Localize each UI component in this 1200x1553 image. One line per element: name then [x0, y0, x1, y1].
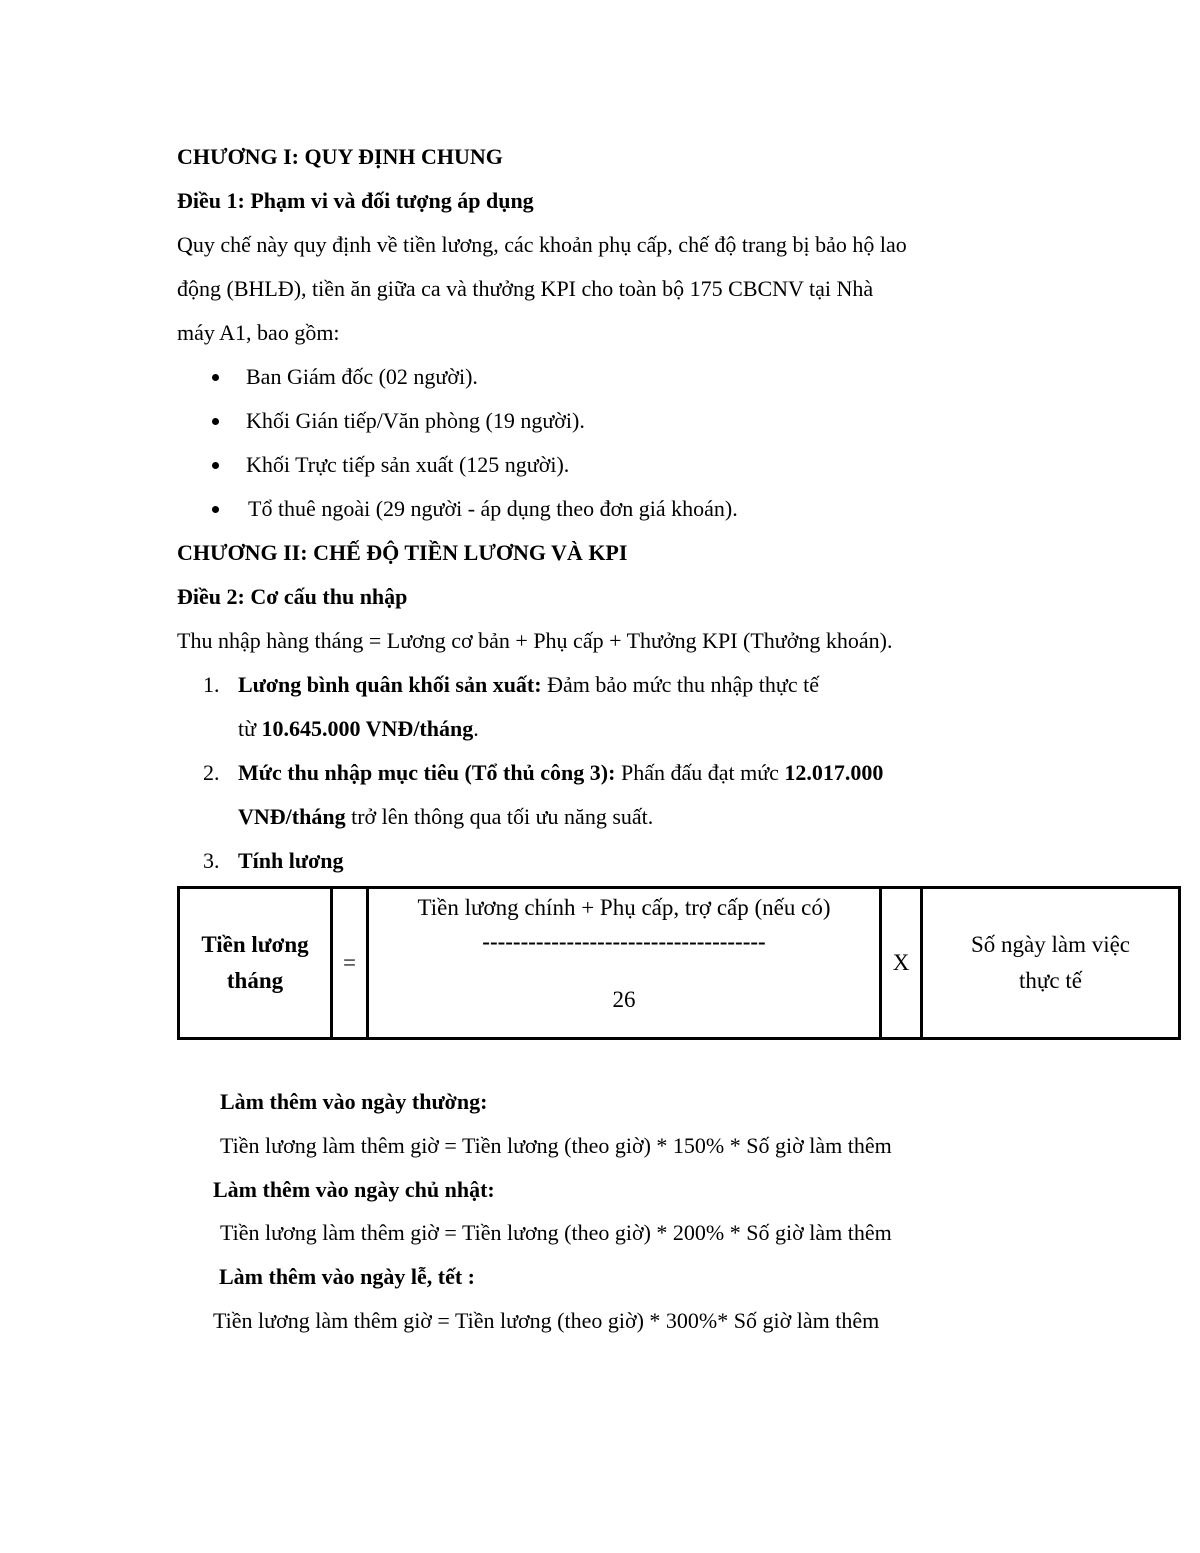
equals-sign: = — [343, 950, 356, 975]
item-2-unit: VNĐ/tháng — [238, 804, 346, 829]
chapter2-title: CHƯƠNG II: CHẾ ĐỘ TIỀN LƯƠNG VÀ KPI — [177, 540, 628, 565]
overtime-weekday-formula: Tiền lương làm thêm giờ = Tiền lương (theo giờ) * 150% * Số giờ làm thêm — [220, 1133, 892, 1158]
item-1-line-1 — [238, 670, 819, 700]
overtime-holiday-formula: Tiền lương làm thêm giờ = Tiền lương (theo giờ) * 300%* Số giờ làm thêm — [213, 1308, 880, 1333]
days-line-2: thực tế — [1019, 968, 1082, 993]
article1-title: Điều 1: Phạm vi và đối tượng áp dụng — [177, 188, 534, 213]
fraction-cell — [368, 888, 881, 1039]
item-2-amount: 12.017.000 — [784, 760, 884, 785]
item-number: 3. — [203, 848, 220, 873]
salary-formula-table — [177, 886, 1181, 1040]
item-1-line-2 — [238, 714, 479, 744]
equals-cell — [332, 888, 368, 1039]
bullet-dot — [212, 462, 219, 469]
item-number: 1. — [203, 672, 220, 697]
fraction-divider: ------------------------------------- — [482, 929, 766, 954]
item-number: 2. — [203, 760, 220, 785]
item-2-line-2 — [238, 802, 653, 832]
item-1-line2-end: . — [473, 716, 479, 741]
overtime-sunday-formula: Tiền lương làm thêm giờ = Tiền lương (theo giờ) * 200% * Số giờ làm thêm — [220, 1220, 892, 1245]
item-2-text: Phấn đấu đạt mức — [615, 760, 785, 785]
salary-label-cell — [179, 888, 332, 1039]
days-line-1: Số ngày làm việc — [970, 932, 1131, 957]
bullet-item-production: Khối Trực tiếp sản xuất (125 người). — [246, 452, 570, 477]
item-1-text: Đảm bảo mức thu nhập thực tế — [541, 672, 819, 697]
multiply-cell — [881, 888, 922, 1039]
intro-line-3: máy A1, bao gồm: — [177, 320, 340, 345]
bullet-dot — [212, 506, 219, 513]
bullet-dot — [212, 374, 219, 381]
multiply-sign: X — [892, 950, 910, 975]
bullet-item-office: Khối Gián tiếp/Văn phòng (19 người). — [246, 408, 585, 433]
item-1-line2-text: từ — [238, 716, 262, 741]
item-1-amount: 10.645.000 VNĐ/tháng — [261, 716, 474, 741]
days-cell — [922, 888, 1180, 1039]
bullet-item-board: Ban Giám đốc (02 người). — [246, 364, 478, 389]
item-2-line-1 — [238, 758, 883, 788]
intro-line-2: động (BHLĐ), tiền ăn giữa ca và thưởng KPI cho toàn bộ 175 CBCNV tại Nhà — [177, 276, 874, 301]
intro-line-1: Quy chế này quy định về tiền lương, các khoản phụ cấp, chế độ trang bị bảo hộ lao — [177, 232, 907, 257]
item-2-bold: Mức thu nhập mục tiêu (Tổ thủ công 3): — [238, 760, 616, 785]
income-formula: Thu nhập hàng tháng = Lương cơ bản + Phụ cấp + Thưởng KPI (Thưởng khoán). — [177, 628, 893, 653]
fraction-numerator: Tiền lương chính + Phụ cấp, trợ cấp (nếu có) — [417, 895, 831, 920]
item-2-line2-text: trở lên thông qua tối ưu năng suất. — [345, 804, 654, 829]
overtime-sunday-title: Làm thêm vào ngày chủ nhật: — [213, 1177, 495, 1202]
chapter1-title: CHƯƠNG I: QUY ĐỊNH CHUNG — [177, 144, 503, 169]
salary-label-line-1: Tiền lương — [201, 932, 309, 957]
bullet-item-outsourced: Tổ thuê ngoài (29 người - áp dụng theo đơn giá khoán). — [248, 496, 738, 521]
bullet-dot — [212, 418, 219, 425]
fraction-denominator: 26 — [612, 987, 636, 1012]
article2-title: Điều 2: Cơ cấu thu nhập — [177, 584, 408, 609]
overtime-holiday-title: Làm thêm vào ngày lễ, tết : — [219, 1264, 476, 1289]
salary-label-line-2: tháng — [226, 968, 284, 993]
overtime-weekday-title: Làm thêm vào ngày thường: — [220, 1089, 488, 1114]
item-1-bold: Lương bình quân khối sản xuất: — [238, 672, 542, 697]
item-3-title: Tính lương — [238, 848, 344, 873]
